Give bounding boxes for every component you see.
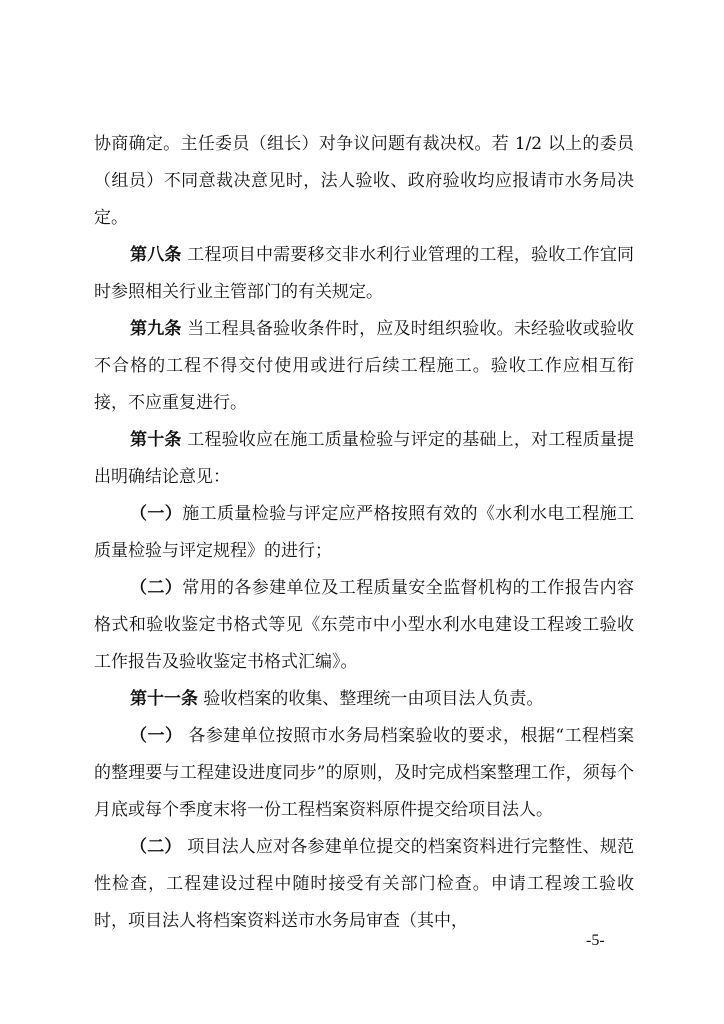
paragraph-text: 常用的各参建单位及工程质量安全监督机构的工作报告内容格式和验收鉴定书格式等见《东莞市中小型水利水电建设工程竣工验收工作报告及验收鉴定书格式汇编》。 [94, 578, 635, 672]
article-heading: 第十一条 [130, 689, 198, 709]
article-11 [94, 681, 634, 718]
article-11-item-1 [94, 718, 634, 829]
article-10-item-1 [94, 496, 634, 570]
item-marker: （二） [130, 837, 182, 857]
item-marker: （一） [130, 504, 183, 524]
paragraph-text: 协商确定。主任委员（组长）对争议问题有裁决权。若 1/2 以上的委员（组员）不同意裁决意见时，法人验收、政府验收均应报请市水务局决定。 [94, 134, 634, 228]
article-heading: 第九条 [130, 319, 182, 339]
document-body [94, 126, 634, 940]
article-heading: 第八条 [130, 245, 182, 265]
paragraph-continuation [94, 126, 634, 237]
paragraph-text: 工程验收应在施工质量检验与评定的基础上，对工程质量提出明确结论意见： [94, 430, 635, 487]
paragraph-text: 项目法人应对各参建单位提交的档案资料进行完整性、规范性检查，工程建设过程中随时接受有关部门检查。申请工程竣工验收时，项目法人将档案资料送市水务局审查（其中， [94, 837, 635, 931]
paragraph-text: 施工质量检验与评定应严格按照有效的《水利水电工程施工质量检验与评定规程》的进行； [94, 504, 635, 561]
paragraph-text: 工程项目中需要移交非水利行业管理的工程，验收工作宜同时参照相关行业主管部门的有关规定。 [94, 245, 635, 302]
paragraph-text: 各参建单位按照市水务局档案验收的要求，根据“工程档案的整理要与工程建设进度同步”的原则，及时完成档案整理工作，须每个月底或每个季度末将一份工程档案资料原件提交给项目法人。 [94, 726, 635, 820]
article-heading: 第十条 [130, 430, 182, 450]
article-11-item-2 [94, 829, 634, 940]
item-marker: （二） [130, 578, 183, 598]
article-10-item-2 [94, 570, 634, 681]
page-number: -5- [586, 932, 605, 949]
paragraph-text: 当工程具备验收条件时，应及时组织验收。未经验收或验收不合格的工程不得交付使用或进行后续工程施工。验收工作应相互衔接，不应重复进行。 [94, 319, 635, 413]
article-8 [94, 237, 634, 311]
article-9 [94, 311, 634, 422]
paragraph-text: 验收档案的收集、整理统一由项目法人负责。 [198, 689, 544, 709]
item-marker: （一） [130, 726, 183, 746]
article-10 [94, 422, 634, 496]
